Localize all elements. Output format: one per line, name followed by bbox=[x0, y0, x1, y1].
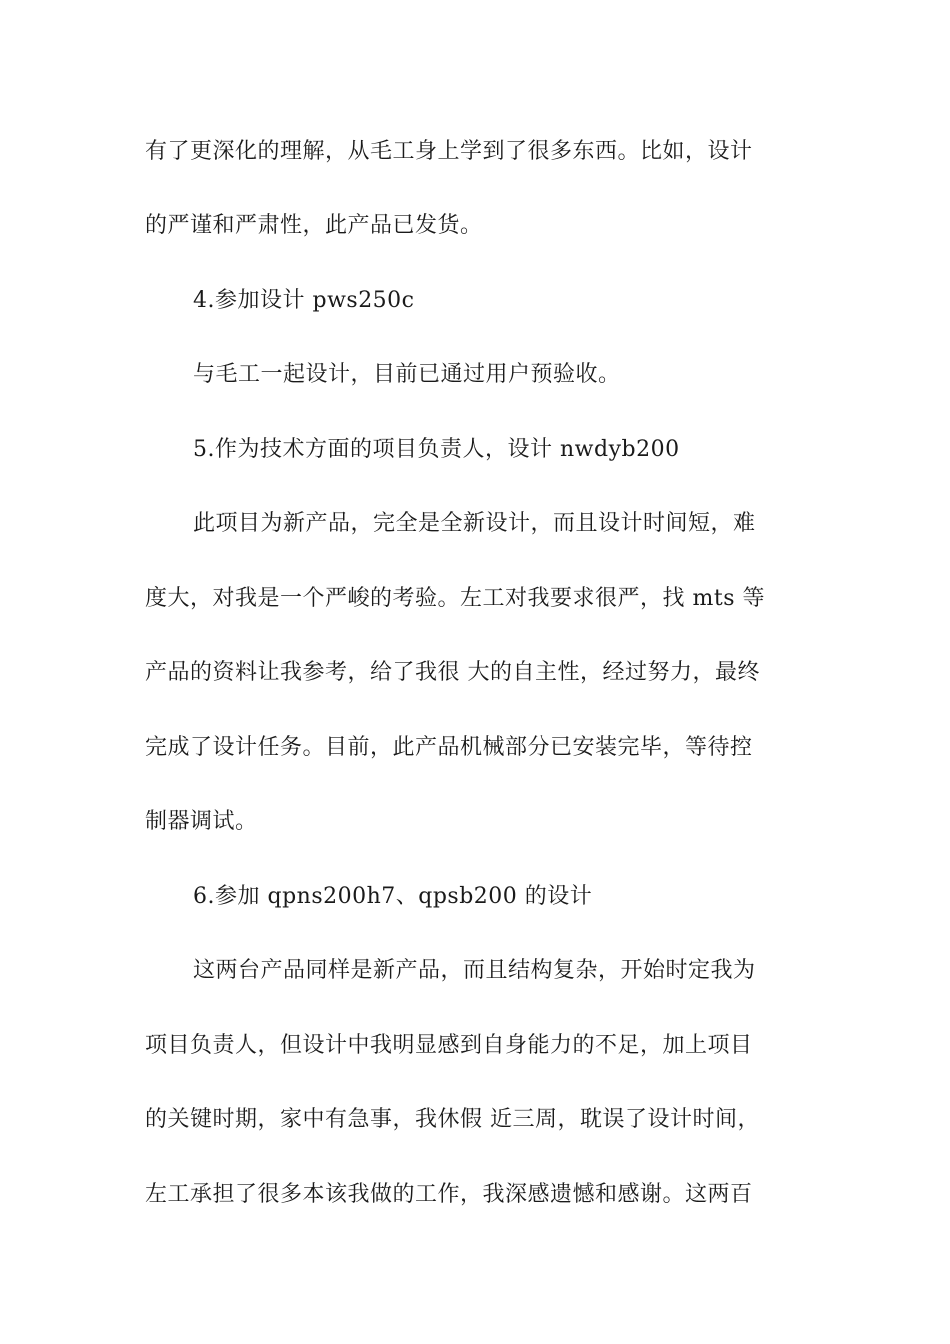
paragraph-line: 的严谨和严肃性，此产品已发货。 bbox=[145, 213, 483, 238]
paragraph-line: 产品的资料让我参考，给了我很 大的自主性，经过努力，最终 bbox=[145, 660, 760, 685]
paragraph-line: 与毛工一起设计，目前已通过用户预验收。 bbox=[193, 362, 621, 387]
paragraph-line: 的关键时期，家中有急事，我休假 近三周，耽误了设计时间， bbox=[145, 1107, 760, 1132]
paragraph-line: 左工承担了很多本该我做的工作，我深感遗憾和感谢。这两百 bbox=[145, 1182, 753, 1207]
paragraph-line: 制器调试。 bbox=[145, 809, 258, 834]
paragraph-line: 度大，对我是一个严峻的考验。左工对我要求很严，找 mts 等 bbox=[145, 586, 765, 611]
section-heading: 6.参加 qpns200h7、qpsb200 的设计 bbox=[193, 884, 593, 909]
section-heading: 4.参加设计 pws250c bbox=[193, 288, 415, 313]
paragraph-line: 完成了设计任务。目前，此产品机械部分已安装完毕，等待控 bbox=[145, 735, 753, 760]
paragraph-line: 此项目为新产品，完全是全新设计，而且设计时间短，难 bbox=[193, 511, 756, 536]
paragraph-line: 这两台产品同样是新产品，而且结构复杂，开始时定我为 bbox=[193, 958, 756, 983]
paragraph-line: 项目负责人，但设计中我明显感到自身能力的不足，加上项目 bbox=[145, 1033, 753, 1058]
section-heading: 5.作为技术方面的项目负责人，设计 nwdyb200 bbox=[193, 437, 680, 462]
paragraph-line: 有了更深化的理解，从毛工身上学到了很多东西。比如，设计 bbox=[145, 139, 753, 164]
